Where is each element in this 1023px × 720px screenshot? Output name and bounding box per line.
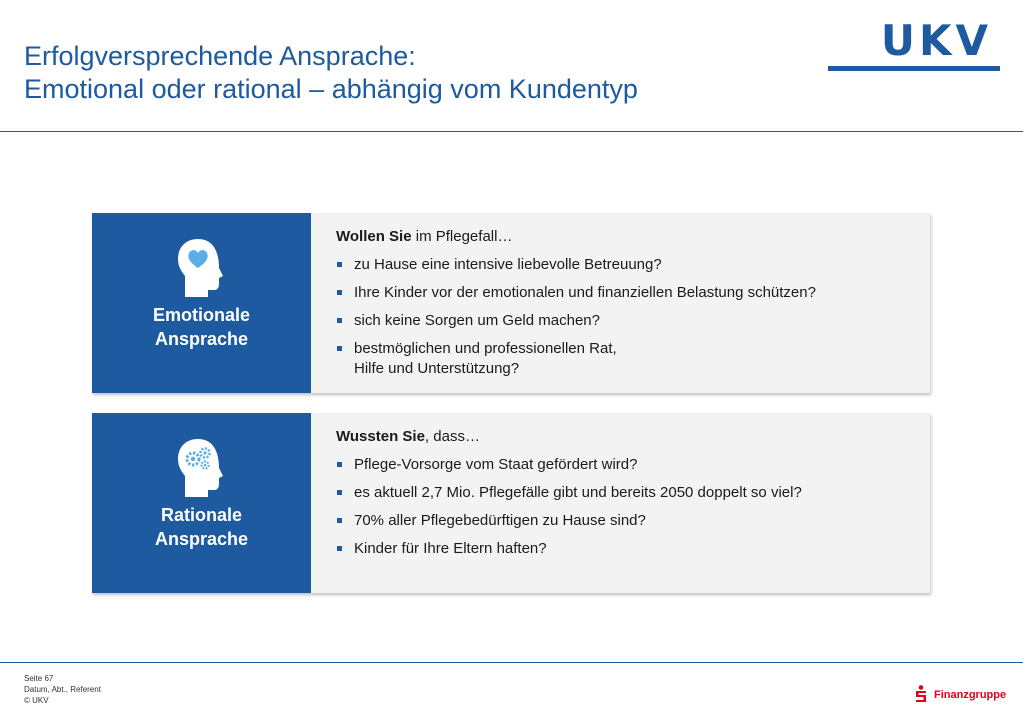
card-rational (92, 413, 930, 593)
card-emotional-panel (92, 213, 311, 393)
card-emotional-lead-bold: Wollen Sie (336, 228, 412, 245)
card-rational-label-line2: Ansprache (154, 529, 249, 549)
finanzgruppe-text: Finanzgruppe (934, 689, 1007, 701)
card-emotional-label (92, 303, 311, 351)
list-item: Pflege-Vorsorge vom Staat gefördert wird? (336, 455, 921, 475)
card-rational-label (92, 503, 311, 551)
title-line-2 (24, 73, 638, 106)
list-item: bestmöglichen und professionellen Rat, Hilfe und Unterstützung? (336, 339, 921, 379)
footer-meta: Datum, Abt., Referent (24, 685, 101, 694)
header-divider (0, 131, 1023, 132)
head-heart-icon (176, 237, 226, 299)
card-rational-bullets (336, 455, 921, 559)
sparkasse-s-icon (914, 685, 928, 703)
card-rational-label-line1: Rationale (160, 505, 243, 525)
card-rational-lead-bold: Wussten Sie (336, 428, 425, 445)
card-emotional-label-line2: Ansprache (154, 329, 249, 349)
card-rational-lead-rest: , dass… (424, 428, 480, 445)
card-emotional-content (336, 227, 921, 387)
card-emotional-lead (336, 227, 921, 247)
footer-info (24, 673, 101, 706)
card-rational-lead (336, 427, 921, 447)
card-emotional (92, 213, 930, 393)
card-emotional-bullets (336, 255, 921, 379)
card-emotional-lead-rest: im Pflegefall… (411, 228, 513, 245)
list-item: es aktuell 2,7 Mio. Pflegefälle gibt und bereits 2050 doppelt so viel? (336, 483, 921, 503)
footer-divider (0, 662, 1023, 663)
list-item: 70% aller Pflegebedürftigen zu Hause sind? (336, 511, 921, 531)
slide-title (24, 40, 638, 106)
title-line-2-emphasis: – abhängig vom Kundentyp (309, 74, 638, 104)
list-item: sich keine Sorgen um Geld machen? (336, 311, 921, 331)
list-item: Ihre Kinder vor der emotionalen und finanziellen Belastung schützen? (336, 283, 921, 303)
card-rational-content (336, 427, 921, 567)
page-number: Seite 67 (24, 674, 54, 683)
finanzgruppe-logo (914, 685, 1007, 705)
footer-copyright: © UKV (24, 696, 49, 705)
title-line-1: Erfolgversprechende Ansprache: (24, 41, 416, 71)
ukv-logo-bar (828, 66, 1000, 71)
head-gears-icon (176, 437, 226, 499)
ukv-logo (828, 16, 1000, 72)
ukv-logo-text: UKV (880, 16, 992, 65)
list-item: Kinder für Ihre Eltern haften? (336, 539, 921, 559)
list-item: zu Hause eine intensive liebevolle Betreuung? (336, 255, 921, 275)
card-emotional-label-line1: Emotionale (152, 305, 250, 325)
title-line-2-text: Emotional oder rational (24, 74, 310, 104)
card-rational-panel (92, 413, 311, 593)
